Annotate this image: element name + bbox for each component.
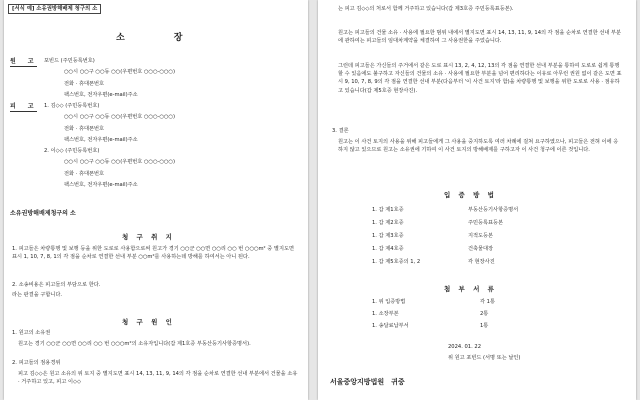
plaintiff-phone: 전화 · 휴대폰번호 bbox=[64, 81, 105, 87]
evidence-item-label: 1. 갑 제4호증 bbox=[372, 246, 404, 252]
cause-1-body: 원고는 경기 ○○군 ○○면 ○○리 ○○ 번 ○○○m²의 소유자입니다(갑 제1호증 부동산등기사항증명서). bbox=[18, 341, 251, 347]
evidence-item-label: 1. 갑 제2호증 bbox=[372, 220, 404, 226]
defendant-2-address: ○○시 ○○구 ○○동 ○○(우편번호 ○○○-○○○) bbox=[64, 159, 175, 165]
filing-date: 2024. 01. 22 bbox=[448, 344, 481, 350]
attachment-item-value: 각 1통 bbox=[480, 299, 495, 305]
defendant-role: 피 고 bbox=[10, 103, 37, 110]
defendant-1-address: ○○시 ○○구 ○○동 ○○(우편번호 ○○○-○○○) bbox=[64, 114, 175, 120]
cause-2-obstruction: 그런데 피고들은 가신들의 주거에서 같은 도로 표시 13, 2, 4, 12, 13의 각 점을 연결한 선내 부분을 통하여 도로로 쉽게 통행할 수 있음에도 불구하고 자신들의 건물의 소유 · 사용에 필요한 부분을 넘어 편리하다는 이유로 아무런 권원 없이 같은 도면 표시 9, 10, 7, 8, 9의 각 점을 연결한 선내 부분(다음부터 '이 사건 토지'라 함)을 차량통행 및 보행을 위한 도로로 사용 · 점유하고 있습니다(갑 제5호증 현장사진). bbox=[338, 63, 622, 94]
signer-line: 위 원고 포빈드 (서명 또는 날인) bbox=[448, 355, 521, 361]
cause-1-title: 1. 원고의 소유권 bbox=[12, 330, 51, 336]
cause-2-lease: 원고는 피고들의 건물 소유 · 사용에 필요한 범위 내에서 별지도면 표시 14, 13, 11, 9, 14의 각 점을 순차로 연결한 선내 부분에 관하여는 피고들의 임대차계약을 체결하여 그 사용권한을 주었습니다. bbox=[338, 30, 622, 45]
conclusion-title: 3. 결론 bbox=[332, 128, 349, 134]
document-page-left bbox=[4, 0, 308, 400]
plaintiff-address: ○○시 ○○구 ○○동 ○○(우편번호 ○○○-○○○) bbox=[64, 69, 175, 75]
plaintiff-fax: 팩스번호, 전자우편(e-mail)주소 bbox=[64, 92, 138, 98]
cause-2-continued: 는 피고 김◇◇의 처로서 함께 거주하고 있습니다(갑 제3호증 주민등록표등본). bbox=[338, 6, 514, 12]
attachment-item-value: 2통 bbox=[480, 311, 489, 317]
attachment-item-label: 1. 송달료납부서 bbox=[372, 323, 409, 329]
claim-item-2: 2. 소송비용은 피고들의 부담으로 한다. bbox=[12, 282, 101, 288]
evidence-item-label: 1. 갑 제1호증 bbox=[372, 207, 404, 213]
attachment-item-value: 1통 bbox=[480, 323, 489, 329]
cause-heading: 청 구 원 인 bbox=[122, 318, 175, 326]
defendant-2-phone: 전화 · 휴대폰번호 bbox=[64, 171, 105, 177]
attachment-item-label: 1. 소장부본 bbox=[372, 311, 399, 317]
document-title: 소 장 bbox=[116, 33, 203, 43]
cause-2-title: 2. 피고들의 점용경위 bbox=[12, 360, 61, 366]
evidence-item-label: 1. 갑 제3호증 bbox=[372, 233, 404, 239]
document-page-right bbox=[318, 0, 636, 400]
defendant-1-fax: 팩스번호, 전자우편(e-mail)주소 bbox=[64, 137, 138, 143]
plaintiff-role: 원 고 bbox=[10, 58, 37, 65]
cause-2-body: 피고 김◇◇은 원고 소유의 위 토지 중 별지도면 표시 14, 13, 11, 9, 14의 각 점을 순차로 연결한 선내 부분에서 건물을 소유 · 거주하고 있고, 피고 이◇◇ bbox=[18, 371, 298, 386]
evidence-item-value: 부동산등기사항증명서 bbox=[468, 207, 519, 213]
conclusion-body: 원고는 이 사건 토지의 사용을 위해 피고들에게 그 사용을 중지하도록 여러 차례에 걸쳐 요구하였으나, 피고들은 전혀 이에 응하지 않고 있으므로 원고는 소유권에 기하여 이 사건 토지의 방해배제를 구하고자 이 사건 청구에 이른 것입니다. bbox=[338, 139, 619, 154]
attachments-heading: 첨 부 서 류 bbox=[444, 285, 497, 293]
claim-closing: 라는 판결을 구합니다. bbox=[12, 292, 63, 298]
court-name: 서울중앙지방법원 귀중 bbox=[330, 378, 405, 386]
evidence-item-value: 각 현장사진 bbox=[468, 259, 495, 265]
evidence-item-value: 지적도등본 bbox=[468, 233, 494, 239]
case-name: 소유권방해배제청구의 소 bbox=[10, 210, 76, 217]
evidence-item-label: 1. 갑 제5호증의 1, 2 bbox=[372, 259, 421, 265]
form-tag: [서식 예] 소유권방해배제 청구의 소 bbox=[8, 4, 101, 14]
evidence-item-value: 주민등록표등본 bbox=[468, 220, 504, 226]
evidence-heading: 입 증 방 법 bbox=[444, 191, 497, 199]
evidence-item-value: 건축물대장 bbox=[468, 246, 494, 252]
plaintiff-name: 포빈드 (주민등록번호) bbox=[44, 58, 95, 64]
claim-item-1: 1. 피고들은 차량통행 및 보행 등을 위한 도로로 사용함으로써 원고가 경기 ○○군 ○○면 ○○리 ○○ 번 ○○○m² 중 별지도면 표시 1, 10, 7, 8, 1의 각 점을 순차로 연결한 선내 부분 ○○m²를 사용하는데 방해를 하여서는 아니 된다. bbox=[12, 246, 294, 261]
defendant-1-phone: 전화 · 휴대폰번호 bbox=[64, 126, 105, 132]
claim-heading: 청 구 취 지 bbox=[122, 233, 175, 241]
defendant-2-fax: 팩스번호, 전자우편(e-mail)주소 bbox=[64, 182, 138, 188]
defendant-2-name: 2. 이◇◇ (주민등록번호) bbox=[44, 148, 100, 154]
defendant-1-name: 1. 김◇◇ (주민등록번호) bbox=[44, 103, 100, 109]
attachment-item-label: 1. 위 입증방법 bbox=[372, 299, 406, 305]
